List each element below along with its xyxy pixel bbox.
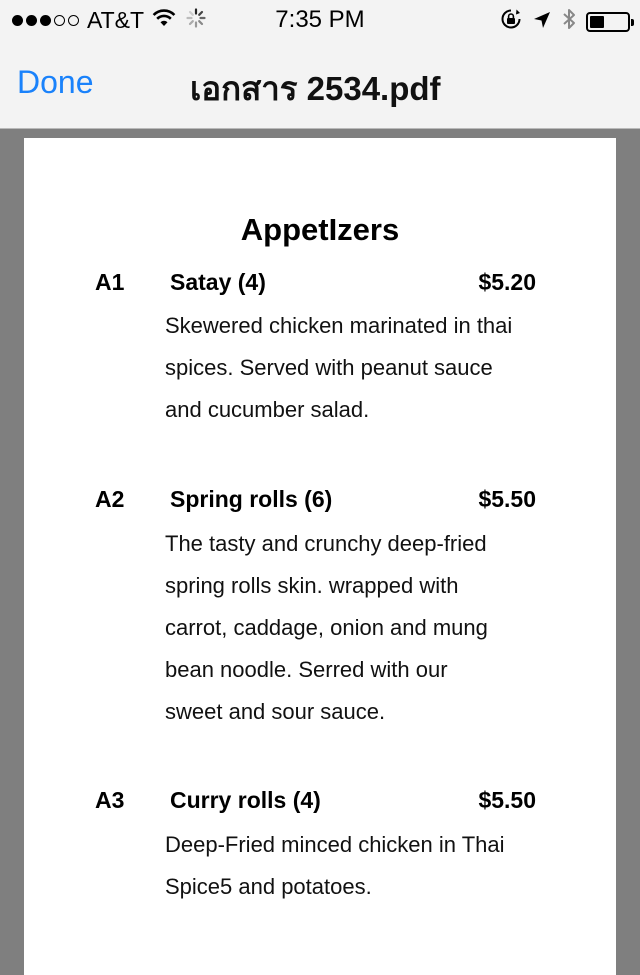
carrier-label: AT&T bbox=[87, 7, 145, 33]
description-line: bean noodle. Serred with our bbox=[165, 657, 448, 682]
bluetooth-icon bbox=[562, 7, 576, 37]
status-right bbox=[500, 7, 630, 37]
top-chrome bbox=[0, 0, 640, 129]
battery-fill bbox=[590, 16, 604, 28]
section-title: AppetIzers bbox=[240, 212, 400, 247]
description-line: Spice5 and potatoes. bbox=[165, 874, 372, 899]
pdf-page[interactable] bbox=[24, 138, 616, 975]
description-line: The tasty and crunchy deep-fried bbox=[165, 531, 487, 556]
item-price: $5.50 bbox=[478, 486, 536, 512]
description-line: Skewered chicken marinated in thai bbox=[165, 313, 513, 338]
item-price: $5.50 bbox=[478, 787, 536, 813]
location-arrow-icon bbox=[532, 9, 552, 36]
status-time: 7:35 PM bbox=[275, 6, 365, 33]
battery-icon bbox=[586, 12, 630, 32]
description-line: spring rolls skin. wrapped with bbox=[165, 573, 459, 598]
status-bar bbox=[0, 0, 640, 40]
item-name: Curry rolls (4) bbox=[170, 787, 321, 813]
item-name: Satay (4) bbox=[170, 269, 266, 295]
orientation-lock-icon bbox=[500, 8, 522, 36]
item-code: A3 bbox=[95, 787, 125, 813]
battery-nub bbox=[631, 19, 634, 26]
item-name: Spring rolls (6) bbox=[170, 486, 333, 512]
description-line: spices. Served with peanut sauce bbox=[165, 355, 493, 380]
description-line: and cucumber salad. bbox=[165, 397, 370, 422]
item-price: $5.20 bbox=[478, 269, 536, 295]
description-line: carrot, caddage, onion and mung bbox=[165, 615, 488, 640]
done-button[interactable]: Done bbox=[17, 64, 94, 100]
description-line: Deep-Fried minced chicken in Thai bbox=[165, 832, 505, 857]
nav-bar bbox=[0, 40, 640, 128]
document-title: เอกสาร 2534.pdf bbox=[190, 70, 441, 107]
description-line: sweet and sour sauce. bbox=[165, 699, 386, 724]
item-code: A2 bbox=[95, 486, 125, 512]
item-code: A1 bbox=[95, 269, 125, 295]
